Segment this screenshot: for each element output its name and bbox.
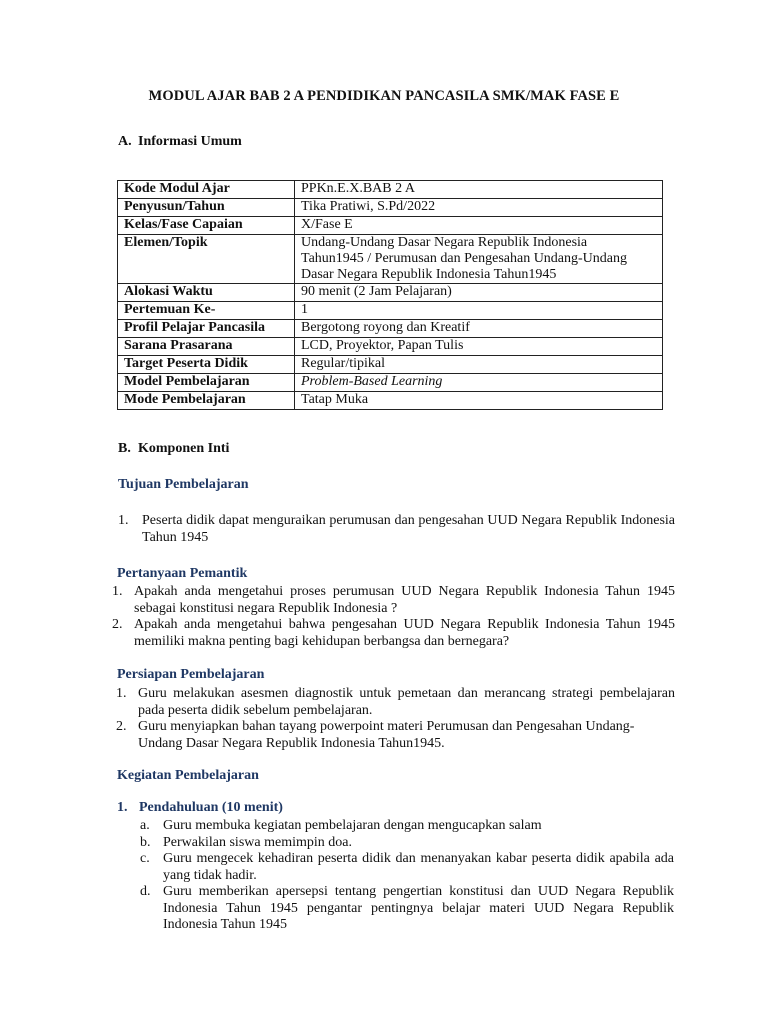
section-b-heading bbox=[118, 441, 229, 457]
list-number: 1. bbox=[118, 513, 129, 528]
list-text: Guru memberikan apersepsi tentang pengertian konstitusi dan UUD Negara Republik Indonesia Tahun 1945 pengantar pentingnya belajar materi UUD Negara Republik Indonesia Tahun 1945 bbox=[163, 884, 674, 932]
pertanyaan-heading: Pertanyaan Pemantik bbox=[117, 566, 248, 581]
section-a-number: A. bbox=[118, 134, 132, 149]
document-title: MODUL AJAR BAB 2 A PENDIDIKAN PANCASILA SMK/MAK FASE E bbox=[148, 88, 620, 104]
table-value: Tika Pratiwi, S.Pd/2022 bbox=[295, 199, 663, 217]
table-value: Regular/tipikal bbox=[295, 356, 663, 374]
table-row bbox=[118, 302, 663, 320]
list-item bbox=[140, 851, 674, 884]
list-item bbox=[140, 818, 674, 835]
table-row bbox=[118, 235, 663, 284]
list-letter: c. bbox=[140, 851, 150, 866]
pendahuluan-label: Pendahuluan (10 menit) bbox=[139, 800, 283, 815]
list-text: Perwakilan siswa memimpin doa. bbox=[163, 834, 352, 850]
table-value: 90 menit (2 Jam Pelajaran) bbox=[295, 284, 663, 302]
table-value: 1 bbox=[295, 302, 663, 320]
list-letter: a. bbox=[140, 818, 150, 833]
tujuan-heading: Tujuan Pembelajaran bbox=[118, 477, 249, 492]
list-item bbox=[116, 718, 675, 752]
table-value: Problem-Based Learning bbox=[295, 374, 663, 392]
table-row bbox=[118, 356, 663, 374]
list-letter: d. bbox=[140, 884, 151, 899]
info-table bbox=[117, 180, 663, 410]
list-number: 2. bbox=[116, 719, 127, 734]
table-row bbox=[118, 217, 663, 235]
list-text: Peserta didik dapat menguraikan perumusan dan pengesahan UUD Negara Republik Indonesia Tahun 1945 bbox=[142, 513, 675, 545]
table-value: X/Fase E bbox=[295, 217, 663, 235]
table-row bbox=[118, 181, 663, 199]
table-value: LCD, Proyektor, Papan Tulis bbox=[295, 338, 663, 356]
persiapan-heading: Persiapan Pembelajaran bbox=[117, 667, 265, 682]
table-row bbox=[118, 338, 663, 356]
section-a-heading bbox=[118, 134, 242, 150]
table-key: Mode Pembelajaran bbox=[118, 392, 295, 410]
section-a-label: Informasi Umum bbox=[138, 134, 242, 149]
section-b-label: Komponen Inti bbox=[138, 441, 230, 456]
list-item bbox=[112, 616, 675, 650]
list-item bbox=[140, 884, 674, 934]
list-item bbox=[118, 512, 675, 546]
table-row bbox=[118, 199, 663, 217]
table-key: Penyusun/Tahun bbox=[118, 199, 295, 217]
list-number: 1. bbox=[116, 686, 127, 701]
table-key: Model Pembelajaran bbox=[118, 374, 295, 392]
table-key: Sarana Prasarana bbox=[118, 338, 295, 356]
table-key: Alokasi Waktu bbox=[118, 284, 295, 302]
table-key: Elemen/Topik bbox=[118, 235, 295, 284]
list-text: Guru membuka kegiatan pembelajaran dengan mengucapkan salam bbox=[163, 818, 542, 833]
pendahuluan-heading bbox=[117, 800, 283, 816]
pendahuluan-list bbox=[140, 818, 674, 934]
table-key: Kode Modul Ajar bbox=[118, 181, 295, 199]
list-text: Apakah anda mengetahui bahwa pengesahan UUD Negara Republik Indonesia Tahun 1945 memiliki makna penting bagi kehidupan berbangsa dan bernegara? bbox=[134, 617, 675, 649]
list-number: 2. bbox=[112, 617, 123, 632]
table-key: Kelas/Fase Capaian bbox=[118, 217, 295, 235]
table-row bbox=[118, 320, 663, 338]
section-b-number: B. bbox=[118, 441, 131, 456]
list-text: Guru melakukan asesmen diagnostik untuk pemetaan dan merancang strategi pembelajaran pada peserta didik sebelum pembelajaran. bbox=[138, 686, 675, 718]
table-key: Profil Pelajar Pancasila bbox=[118, 320, 295, 338]
list-text: Guru menyiapkan bahan tayang powerpoint materi Perumusan dan Pengesahan Undang-Undang Dasar Negara Republik Indonesia Tahun1945. bbox=[138, 719, 635, 751]
list-text: Guru mengecek kehadiran peserta didik dan menanyakan kabar peserta didik apabila ada yang tidak hadir. bbox=[163, 851, 674, 883]
table-value: Undang-Undang Dasar Negara Republik Indonesia Tahun1945 / Perumusan dan Pengesahan Undang-Undang Dasar Negara Republik Indonesia Tahun1945 bbox=[295, 235, 663, 284]
list-item bbox=[140, 835, 674, 852]
table-key: Pertemuan Ke- bbox=[118, 302, 295, 320]
table-row bbox=[118, 392, 663, 410]
table-value: Bergotong royong dan Kreatif bbox=[295, 320, 663, 338]
list-item bbox=[116, 685, 675, 719]
list-item bbox=[112, 583, 675, 617]
table-value: Tatap Muka bbox=[295, 392, 663, 410]
table-value: PPKn.E.X.BAB 2 A bbox=[295, 181, 663, 199]
list-letter: b. bbox=[140, 834, 151, 850]
list-text: Apakah anda mengetahui proses perumusan UUD Negara Republik Indonesia Tahun 1945 sebagai konstitusi negara Republik Indonesia ? bbox=[134, 584, 675, 616]
pendahuluan-number: 1. bbox=[117, 800, 128, 815]
table-row bbox=[118, 284, 663, 302]
table-key: Target Peserta Didik bbox=[118, 356, 295, 374]
list-number: 1. bbox=[112, 584, 123, 599]
kegiatan-heading: Kegiatan Pembelajaran bbox=[117, 768, 259, 783]
table-row bbox=[118, 374, 663, 392]
